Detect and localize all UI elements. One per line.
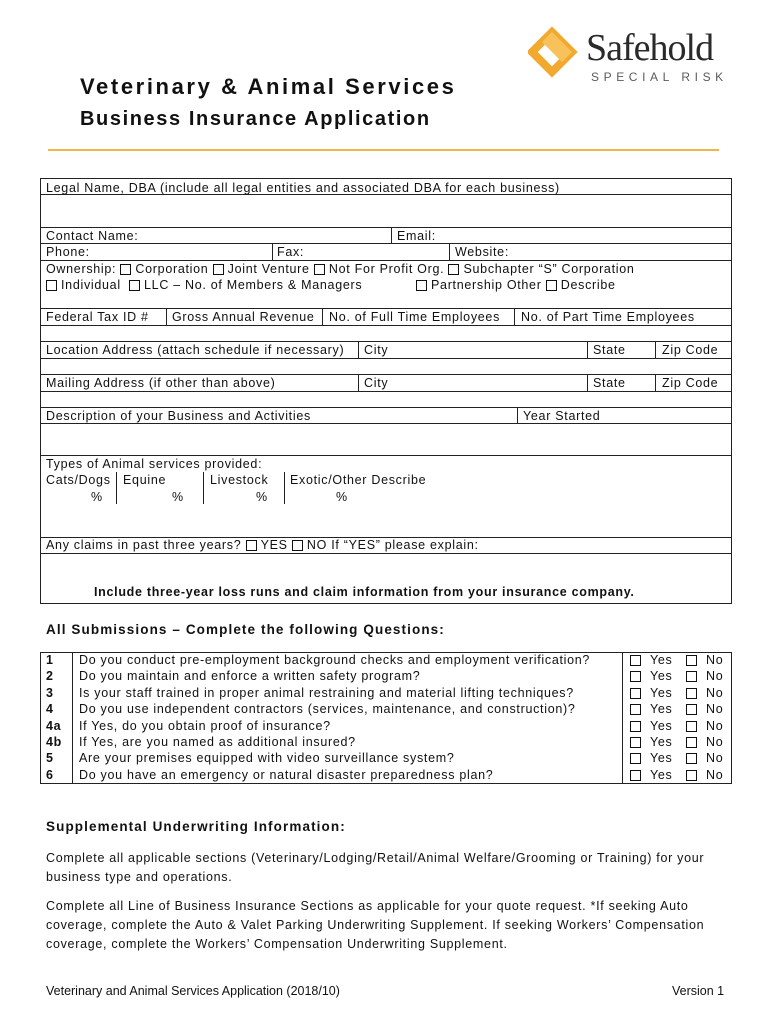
not-for-profit-checkbox[interactable] bbox=[314, 264, 325, 275]
claims-yes-checkbox[interactable] bbox=[246, 540, 257, 551]
subchapter-s-checkbox[interactable] bbox=[448, 264, 459, 275]
page-title: Veterinary & Animal Services bbox=[80, 74, 457, 99]
other-label: Other bbox=[506, 278, 542, 292]
question-no-label: No bbox=[706, 767, 724, 782]
question-number: 4 bbox=[46, 702, 54, 717]
question-no-label: No bbox=[706, 718, 724, 733]
page-subtitle: Business Insurance Application bbox=[80, 108, 431, 130]
question-yes-label: Yes bbox=[650, 767, 673, 782]
partnership-label: Partnership bbox=[431, 278, 503, 292]
question-no-checkbox[interactable] bbox=[686, 688, 697, 699]
year-started-label: Year Started bbox=[523, 409, 601, 423]
corporation-checkbox[interactable] bbox=[120, 264, 131, 275]
location-zip-label: Zip Code bbox=[662, 343, 719, 357]
equine-percent: % bbox=[172, 490, 184, 504]
exotic-other-label: Exotic/Other Describe bbox=[290, 473, 427, 487]
ownership-row-1 bbox=[46, 262, 635, 276]
question-no-checkbox[interactable] bbox=[686, 655, 697, 666]
ownership-row-2 bbox=[46, 278, 362, 292]
logo-tagline: SPECIAL RISK bbox=[591, 70, 728, 84]
mailing-state-label: State bbox=[593, 376, 626, 390]
question-number: 6 bbox=[46, 767, 54, 782]
question-text: Do you maintain and enforce a written safety program? bbox=[79, 669, 421, 684]
joint-venture-label: Joint Venture bbox=[227, 262, 310, 276]
question-no-label: No bbox=[706, 751, 724, 766]
question-no-label: No bbox=[706, 685, 724, 700]
subchapter-s-label: Subchapter “S” Corporation bbox=[463, 262, 635, 276]
question-no-label: No bbox=[706, 669, 724, 684]
question-yes-checkbox[interactable] bbox=[630, 655, 641, 666]
mailing-address-label: Mailing Address (if other than above) bbox=[46, 376, 276, 390]
part-time-label: No. of Part Time Employees bbox=[521, 310, 695, 324]
email-label: Email: bbox=[397, 229, 436, 243]
question-yes-label: Yes bbox=[650, 669, 673, 684]
question-number: 4a bbox=[46, 718, 62, 733]
supplemental-para-1: Complete all applicable sections (Veterinary/Lodging/Retail/Animal Welfare/Grooming or Training) for your business type and operations. bbox=[46, 851, 705, 884]
question-text: Do you conduct pre-employment background checks and employment verification? bbox=[79, 653, 591, 667]
individual-checkbox[interactable] bbox=[46, 280, 57, 291]
equine-label: Equine bbox=[123, 473, 167, 487]
question-number: 3 bbox=[46, 685, 54, 700]
question-text: Is your staff trained in proper animal restraining and material lifting techniques? bbox=[79, 685, 574, 700]
question-no-checkbox[interactable] bbox=[686, 704, 697, 715]
question-yes-label: Yes bbox=[650, 702, 673, 717]
question-no-label: No bbox=[706, 735, 724, 749]
question-no-checkbox[interactable] bbox=[686, 721, 697, 732]
llc-checkbox[interactable] bbox=[129, 280, 140, 291]
corporation-label: Corporation bbox=[135, 262, 209, 276]
contact-name-label: Contact Name: bbox=[46, 229, 139, 243]
location-address-label: Location Address (attach schedule if necessary) bbox=[46, 343, 345, 357]
location-city-label: City bbox=[364, 343, 389, 357]
ownership-label: Ownership: bbox=[46, 262, 117, 276]
question-no-label: No bbox=[706, 702, 724, 717]
question-yes-checkbox[interactable] bbox=[630, 737, 641, 748]
question-yes-checkbox[interactable] bbox=[630, 721, 641, 732]
claims-no-checkbox[interactable] bbox=[292, 540, 303, 551]
location-state-label: State bbox=[593, 343, 626, 357]
question-text: Do you use independent contractors (services, maintenance, and construction)? bbox=[79, 702, 576, 717]
logo-name: Safehold bbox=[586, 27, 714, 69]
question-no-label: No bbox=[706, 653, 724, 667]
question-text: If Yes, are you named as additional insured? bbox=[79, 735, 356, 749]
question-no-checkbox[interactable] bbox=[686, 737, 697, 748]
mailing-zip-label: Zip Code bbox=[662, 376, 719, 390]
other-checkbox[interactable] bbox=[546, 280, 557, 291]
question-no-checkbox[interactable] bbox=[686, 770, 697, 781]
claims-explain-label: If “YES” please explain: bbox=[331, 538, 479, 552]
question-yes-checkbox[interactable] bbox=[630, 704, 641, 715]
livestock-percent: % bbox=[256, 490, 268, 504]
phone-label: Phone: bbox=[46, 245, 90, 259]
question-number: 4b bbox=[46, 735, 62, 749]
question-text: Do you have an emergency or natural disaster preparedness plan? bbox=[79, 767, 494, 782]
question-number: 2 bbox=[46, 669, 54, 684]
animal-types-label: Types of Animal services provided: bbox=[46, 457, 263, 471]
question-no-checkbox[interactable] bbox=[686, 671, 697, 682]
legal-name-label: Legal Name, DBA (include all legal entities and associated DBA for each business) bbox=[46, 181, 560, 195]
full-time-label: No. of Full Time Employees bbox=[329, 310, 501, 324]
fein-label: Federal Tax ID # bbox=[46, 310, 149, 324]
question-yes-label: Yes bbox=[650, 751, 673, 766]
website-label: Website: bbox=[455, 245, 510, 259]
fax-label: Fax: bbox=[277, 245, 305, 259]
supplemental-heading: Supplemental Underwriting Information: bbox=[46, 819, 346, 834]
cats-dogs-percent: % bbox=[91, 490, 103, 504]
question-number: 1 bbox=[46, 653, 54, 667]
question-yes-label: Yes bbox=[650, 685, 673, 700]
title-divider bbox=[48, 149, 719, 151]
question-yes-label: Yes bbox=[650, 718, 673, 733]
question-yes-checkbox[interactable] bbox=[630, 770, 641, 781]
question-yes-label: Yes bbox=[650, 653, 673, 667]
loss-runs-note: Include three-year loss runs and claim information from your insurance company. bbox=[94, 585, 635, 599]
claims-no-label: NO bbox=[306, 538, 328, 552]
individual-label: Individual bbox=[61, 278, 121, 292]
question-text: Are your premises equipped with video surveillance system? bbox=[79, 751, 455, 766]
not-for-profit-label: Not For Profit Org. bbox=[328, 262, 445, 276]
partnership-checkbox[interactable] bbox=[416, 280, 427, 291]
llc-label: LLC – No. of Members & Managers bbox=[144, 278, 363, 292]
describe-label: Describe bbox=[560, 278, 616, 292]
cats-dogs-label: Cats/Dogs bbox=[46, 473, 111, 487]
gross-revenue-label: Gross Annual Revenue bbox=[172, 310, 315, 324]
claims-row bbox=[46, 538, 479, 552]
question-no-checkbox[interactable] bbox=[686, 753, 697, 764]
ownership-row-2b bbox=[416, 278, 616, 292]
joint-venture-checkbox[interactable] bbox=[213, 264, 224, 275]
mailing-city-label: City bbox=[364, 376, 389, 390]
question-yes-label: Yes bbox=[650, 735, 673, 749]
livestock-label: Livestock bbox=[210, 473, 269, 487]
question-text: If Yes, do you obtain proof of insurance? bbox=[79, 718, 331, 733]
question-yes-checkbox[interactable] bbox=[630, 688, 641, 699]
questions-heading: All Submissions – Complete the following Questions: bbox=[46, 622, 445, 637]
supplemental-para-2: Complete all Line of Business Insurance Sections as applicable for your quote request. *If seeking Auto coverage, complete the Auto & Valet Parking Underwriting Supplement. If seeking Workers’ Compensation coverage, complete the Workers’ Compensation Underwriting Supplement. bbox=[46, 899, 705, 951]
question-yes-checkbox[interactable] bbox=[630, 671, 641, 682]
description-label: Description of your Business and Activities bbox=[46, 409, 311, 423]
question-number: 5 bbox=[46, 751, 54, 766]
footer-version: Version 1 bbox=[672, 984, 725, 998]
exotic-percent: % bbox=[336, 490, 348, 504]
footer-left: Veterinary and Animal Services Application (2018/10) bbox=[46, 984, 340, 998]
claims-yes-label: YES bbox=[260, 538, 288, 552]
claims-label: Any claims in past three years? bbox=[46, 538, 242, 552]
question-yes-checkbox[interactable] bbox=[630, 753, 641, 764]
